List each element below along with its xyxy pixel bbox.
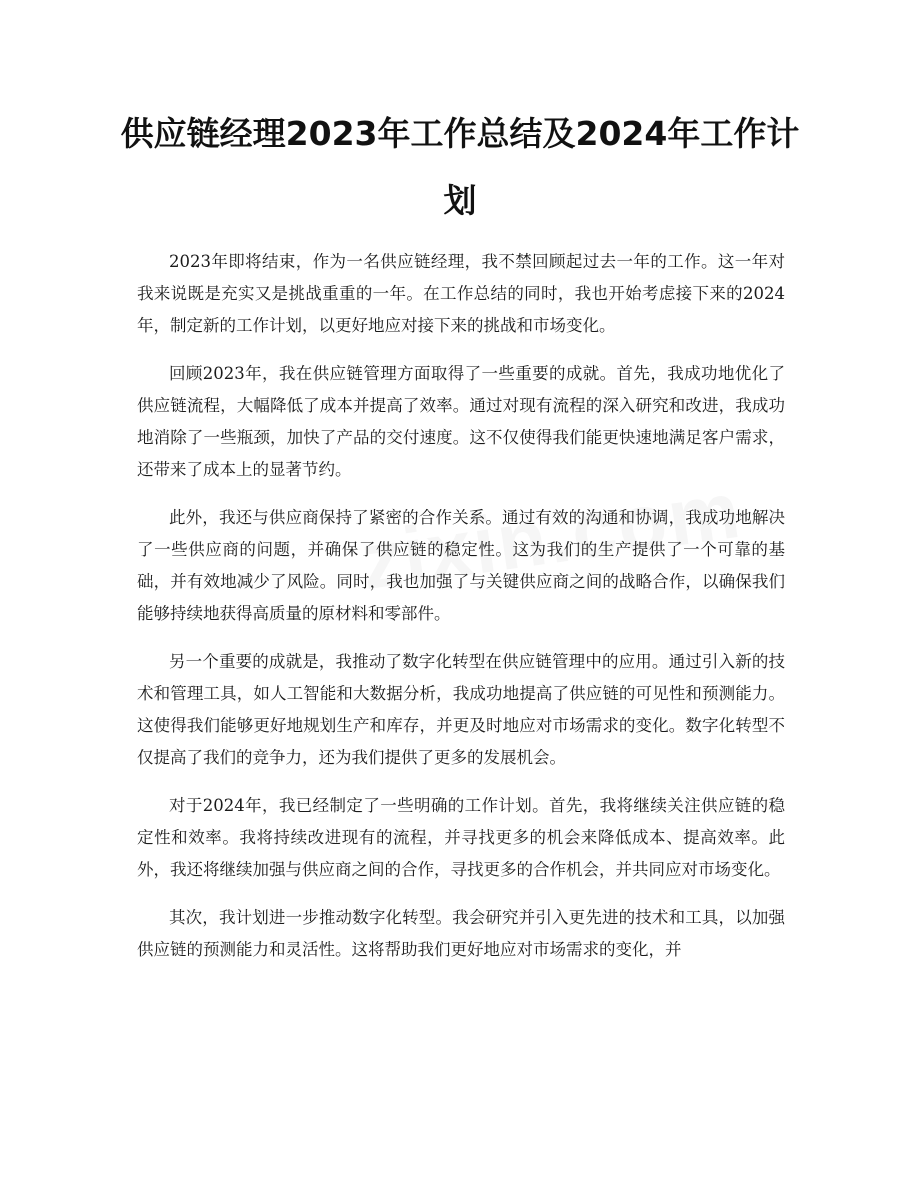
- paragraph-1: 2023年即将结束，作为一名供应链经理，我不禁回顾起过去一年的工作。这一年对我来说既是充实又是挑战重重的一年。在工作总结的同时，我也开始考虑接下来的2024年，制定新的工作计划，以更好地应对接下来的挑战和市场变化。: [137, 252, 785, 335]
- paragraph-5: 对于2024年，我已经制定了一些明确的工作计划。首先，我将继续关注供应链的稳定性和效率。我将持续改进现有的流程，并寻找更多的机会来降低成本、提高效率。此外，我还将继续加强与供应商之间的合作，寻找更多的合作机会，并共同应对市场变化。: [137, 796, 785, 879]
- paragraph-3: 此外，我还与供应商保持了紧密的合作关系。通过有效的沟通和协调，我成功地解决了一些供应商的问题，并确保了供应链的稳定性。这为我们的生产提供了一个可靠的基础，并有效地减少了风险。同时，我也加强了与关键供应商之间的战略合作，以确保我们能够持续地获得高质量的原材料和零部件。: [137, 508, 785, 623]
- document-title: 供应链经理2023年工作总结及2024年工作计划: [120, 114, 800, 220]
- paragraph-2: 回顾2023年，我在供应链管理方面取得了一些重要的成就。首先，我成功地优化了供应链流程，大幅降低了成本并提高了效率。通过对现有流程的深入研究和改进，我成功地消除了一些瓶颈，加快了产品的交付速度。这不仅使得我们能更快速地满足客户需求，还带来了成本上的显著节约。: [137, 364, 785, 479]
- paragraph-6: 其次，我计划进一步推动数字化转型。我会研究并引入更先进的技术和工具，以加强供应链的预测能力和灵活性。这将帮助我们更好地应对市场需求的变化，并: [137, 908, 785, 959]
- document-body: [137, 246, 785, 982]
- paragraph-4: 另一个重要的成就是，我推动了数字化转型在供应链管理中的应用。通过引入新的技术和管理工具，如人工智能和大数据分析，我成功地提高了供应链的可见性和预测能力。这使得我们能够更好地规划生产和库存，并更及时地应对市场需求的变化。数字化转型不仅提高了我们的竞争力，还为我们提供了更多的发展机会。: [137, 652, 785, 767]
